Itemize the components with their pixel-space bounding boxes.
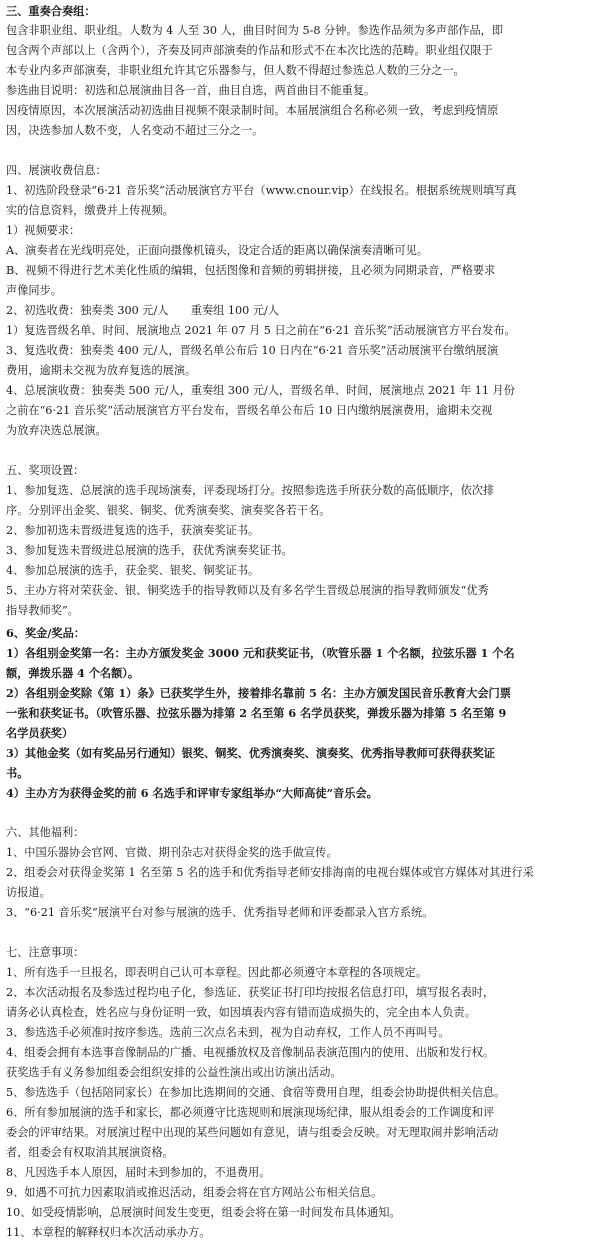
text-line: 11、本章程的解释权归本次活动承办方。 xyxy=(6,1226,211,1239)
text-line: 10、如受疫情影响，总展演时间发生变更，组委会将在第一时间发布具体通知。 xyxy=(6,1206,401,1219)
text-line: 实的信息资料，缴费并上传视频。 xyxy=(6,204,174,217)
text-line: 1）各组别金奖第一名：主办方颁发奖金 3000 元和获奖证书，（吹管乐器 1 个名额，拉弦乐器 1 个名 xyxy=(6,646,515,660)
text-line: 声像同步。 xyxy=(6,284,62,297)
text-line: 8、凡因选手本人原因，届时未到参加的，不退费用。 xyxy=(6,1166,271,1179)
text-line: 5、主办方将对荣获金、银、铜奖选手的指导教师以及有多名学生晋级总展演的指导教师颁发“优秀 xyxy=(6,584,489,597)
text-line: 1、参加复选、总展演的选手现场演奏，评委现场打分。按照参选选手所获分数的高低顺序，依次排 xyxy=(6,484,495,497)
text-line: 包含非职业组、职业组。人数为 4 人至 30 人，曲目时间为 5-8 分钟。参选作品须为多声部作品，即 xyxy=(6,24,504,37)
text-line: 名学员获奖） xyxy=(6,726,74,740)
text-line: 3、参加复选未晋级进总展演的选手，获优秀演奏奖证书。 xyxy=(6,544,293,557)
text-line: 4、总展演收费：独奏类 500 元/人，重奏组 300 元/人，晋级名单、时间，展演地点 2021 年 11 月份 xyxy=(6,384,515,397)
text-line: 2、初选收费：独奏类 300 元/人 重奏组 100 元/人 xyxy=(6,304,279,317)
text-line: 指导教师奖”。 xyxy=(6,604,79,617)
text-line: 获奖选手有义务参加组委会组织安排的公益性演出或出访演出活动。 xyxy=(6,1066,342,1079)
subsection-heading: 6、奖金/奖品： xyxy=(6,626,85,640)
text-line: 访报道。 xyxy=(6,886,51,899)
text-line: 9、如遇不可抗力因素取消或推迟活动，组委会将在官方网站公布相关信息。 xyxy=(6,1186,383,1199)
text-line: 2、参加初选未晋级进复选的选手，获演奏奖证书。 xyxy=(6,524,260,537)
text-line: 序。分别评出金奖、银奖、铜奖、优秀演奏奖、演奏奖各若干名。 xyxy=(6,504,331,517)
text-line: B、视频不得进行艺术美化性质的编辑，包括图像和音频的剪辑拼接，且必须为同期录音，严格要求 xyxy=(6,264,496,277)
text-line: 委会的评审结果。对展演过程中出现的某些问题如有意见，请与组委会反映。对无理取闹并影响活动 xyxy=(6,1126,499,1139)
text-line: 2、组委会对获得金奖第 1 名至第 5 名的选手和优秀指导老师安排海南的电视台媒体或官方媒体对其进行采 xyxy=(6,866,534,879)
text-line: 请务必认真检查，姓名应与身份证明一致，如因填表内容有错而造成损失的，完全由本人负责。 xyxy=(6,1006,476,1019)
text-line: 1）复选晋级名单、时间、展演地点 2021 年 07 月 5 日之前在“6·21 音乐奖”活动展演官方平台发布。 xyxy=(6,324,516,337)
text-line: 包含两个声部以上（含两个），齐奏及同声部演奏的作品和形式不在本次比选的范畴。职业组仅限于 xyxy=(6,44,493,57)
text-line: 本专业内多声部演奏，非职业组允许其它乐器参与，但人数不得超过参选总人数的三分之一。 xyxy=(6,64,465,77)
section-heading: 五、奖项设置： xyxy=(6,464,85,477)
text-line: 3、复选收费：独奏类 400 元/人，晋级名单公布后 10 日内在“6·21 音乐奖”活动展演平台缴纳展演 xyxy=(6,344,499,357)
text-line: 4、参加总展演的选手，获金奖、银奖、铜奖证书。 xyxy=(6,564,260,577)
section-heading: 三、重奏合奏组： xyxy=(6,4,96,18)
text-line: 之前在“6·21 音乐奖”活动展演官方平台发布，晋级名单公布后 10 日内缴纳展演费用，逾期未交视 xyxy=(6,404,493,417)
text-line: 1、中国乐器协会官网、官微、期刊杂志对获得金奖的选手做宣传。 xyxy=(6,846,338,859)
text-line: 4）主办方为获得金奖的前 6 名选手和评审专家组举办“大师高徒”音乐会。 xyxy=(6,786,378,800)
text-line: A、演奏者在光线明亮处，正面向摄像机镜头，设定合适的距离以确保演奏清晰可见。 xyxy=(6,244,429,257)
text-line: 1）视频要求： xyxy=(6,224,81,237)
section-heading: 七、注意事项： xyxy=(6,946,85,959)
text-line: 6、所有参加展演的选手和家长，都必须遵守比选规则和展演现场纪律，服从组委会的工作调度和评 xyxy=(6,1106,495,1119)
text-line: 因，决选参加人数不变，人名变动不超过三分之一。 xyxy=(6,124,264,137)
text-line: 3）其他金奖（如有奖品另行通知）银奖、铜奖、优秀演奏奖、演奏奖、优秀指导教师可获得获奖证 xyxy=(6,746,495,760)
section-heading: 四、展演收费信息： xyxy=(6,164,107,177)
text-line: 2、本次活动报名及参选过程均电子化，参选证、获奖证书打印均按报名信息打印，填写报名表时， xyxy=(6,986,495,999)
section-heading: 六、其他福利： xyxy=(6,826,85,839)
text-line: 3、“6·21 音乐奖”展演平台对参与展演的选手、优秀指导老师和评委都录入官方系统。 xyxy=(6,906,434,919)
text-line: 1、初选阶段登录“6·21 音乐奖”活动展演官方平台（www.cnour.vip）在线报名。根据系统规则填写真 xyxy=(6,184,517,197)
text-line: 4、组委会拥有本选事音像制品的广播、电视播放权及音像制品表演范围内的使用、出版和发行权。 xyxy=(6,1046,495,1059)
text-line: 为放弃决选总展演。 xyxy=(6,424,107,437)
text-line: 参选曲目说明：初选和总展演曲目各一首，曲目自选，两首曲目不能重复。 xyxy=(6,84,376,97)
text-line: 额，弹拨乐器 4 个名额）。 xyxy=(6,666,140,680)
text-line: 一张和获奖证书。（吹管乐器、拉弦乐器为排第 2 名至第 6 名学员获奖，弹拨乐器为排第 5 名至第 9 xyxy=(6,706,507,720)
text-line: 者，组委会有权取消其展演资格。 xyxy=(6,1146,174,1159)
text-line: 5、参选选手（包括陪同家长）在参加比选期间的交通、食宿等费用自理，组委会协助提供相关信息。 xyxy=(6,1086,506,1099)
text-line: 1、所有选手一旦报名，即表明自己认可本章程。因此都必须遵守本章程的各项规定。 xyxy=(6,966,428,979)
text-line: 3、参选选手必须准时按序参选。选前三次点名未到，视为自动弃权，工作人员不再叫号。 xyxy=(6,1026,450,1039)
text-line: 费用，逾期未交视为放弃复选的展演。 xyxy=(6,364,197,377)
text-line: 2）各组别金奖除《第 1）条》已获奖学生外，接着排名靠前 5 名：主办方颁发国民音乐教育大会门票 xyxy=(6,686,511,700)
text-line: 书。 xyxy=(6,766,29,780)
text-line: 因疫情原因，本次展演活动初选曲目视频不限录制时间。本届展演组合名称必须一致，考虑到疫情原 xyxy=(6,104,499,117)
